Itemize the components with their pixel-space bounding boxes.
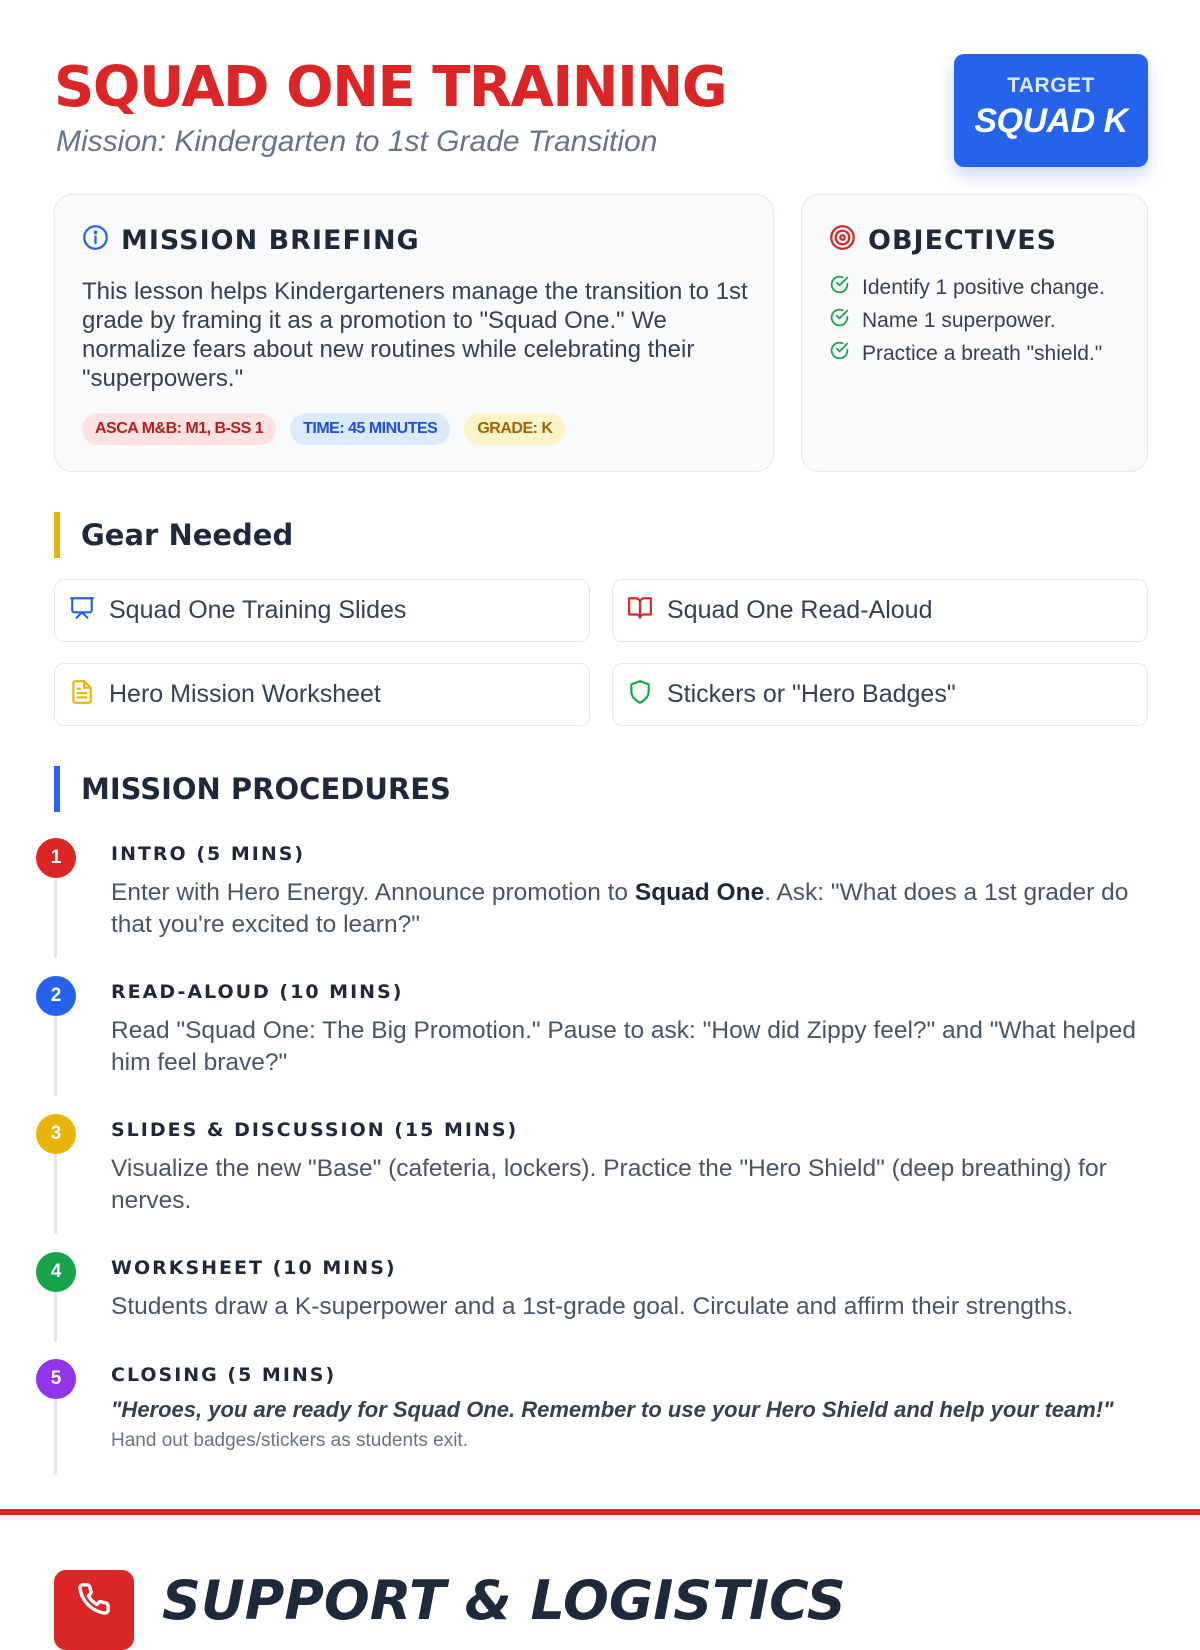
- support-title: SUPPORT & LOGISTICS: [162, 1569, 846, 1632]
- procedure-step: [36, 1252, 1148, 1359]
- document-icon: [69, 679, 95, 710]
- gear-list: [54, 579, 1148, 726]
- procedures-timeline: [36, 838, 1148, 1479]
- objective-item: [829, 271, 1105, 304]
- procedure-step: [36, 1359, 1148, 1479]
- procedures-section-heading: [54, 766, 451, 812]
- gear-section-heading: [54, 512, 293, 558]
- step-text-emphasis: Squad One: [634, 879, 765, 906]
- presentation-icon: [69, 595, 95, 626]
- support-section-heading: [54, 1570, 846, 1650]
- briefing-title: MISSION BRIEFING: [121, 224, 420, 256]
- check-circle-icon: [829, 340, 850, 367]
- check-circle-icon: [829, 307, 850, 334]
- page-subtitle: Mission: Kindergarten to 1st Grade Transition: [56, 125, 658, 158]
- timeline-connector: [54, 878, 57, 958]
- step-text: Students draw a K-superpower and a 1st-grade goal. Circulate and affirm their strengths.: [111, 1293, 1074, 1320]
- objective-text: Name 1 superpower.: [862, 308, 1056, 332]
- step-text-part: Enter with Hero Energy. Announce promotion to: [111, 879, 635, 906]
- mission-briefing-card: [54, 194, 774, 472]
- step-title: CLOSING (5 MINS): [111, 1364, 337, 1386]
- phone-icon: [54, 1570, 134, 1650]
- timeline-connector: [54, 1292, 57, 1342]
- step-text: Read "Squad One: The Big Promotion." Pause to ask: "How did Zippy feel?" and "What helped him feel brave?": [111, 1017, 1136, 1076]
- step-number: 4: [36, 1252, 76, 1292]
- target-value: SQUAD K: [974, 102, 1128, 140]
- step-title: WORKSHEET (10 MINS): [111, 1257, 397, 1279]
- book-open-icon: [627, 595, 653, 626]
- timeline-connector: [54, 1154, 57, 1234]
- gear-label: Squad One Training Slides: [109, 596, 407, 624]
- objectives-title: OBJECTIVES: [868, 224, 1058, 256]
- step-text-part: . Ask: "What does a 1st grader do that you're excited to learn?": [111, 879, 1129, 938]
- time-tag: TIME: 45 MINUTES: [290, 413, 450, 445]
- section-divider: [0, 1509, 1200, 1515]
- info-icon: [82, 224, 109, 256]
- objective-item: [829, 304, 1105, 337]
- briefing-text: This lesson helps Kindergarteners manage the transition to 1st grade by framing it as a promotion to "Squad One." We normalize fears about new routines while celebrating their "superpowers.": [82, 278, 748, 392]
- procedure-step: [36, 1114, 1148, 1252]
- standards-tag: ASCA M&B: M1, B-SS 1: [82, 413, 276, 445]
- gear-item-read-aloud: [612, 579, 1148, 642]
- gear-label: Stickers or "Hero Badges": [667, 680, 956, 708]
- step-text: Visualize the new "Base" (cafeteria, lockers). Practice the "Hero Shield" (deep breathing) for nerves.: [111, 1155, 1107, 1214]
- page-header: [54, 54, 1148, 174]
- section-accent-bar: [54, 766, 60, 812]
- closing-quote: "Heroes, you are ready for Squad One. Remember to use your Hero Shield and help your team!": [111, 1397, 1114, 1422]
- gear-label: Squad One Read-Aloud: [667, 596, 933, 624]
- gear-item-badges: [612, 663, 1148, 726]
- target-icon: [829, 224, 856, 256]
- objectives-heading: [829, 224, 1057, 256]
- procedure-step: [36, 838, 1148, 976]
- shield-icon: [627, 679, 653, 710]
- step-number: 2: [36, 976, 76, 1016]
- briefing-heading: [82, 224, 420, 256]
- procedures-title: MISSION PROCEDURES: [81, 772, 451, 806]
- objective-text: Practice a breath "shield.": [862, 341, 1103, 365]
- procedure-step: [36, 976, 1148, 1114]
- grade-tag: GRADE: K: [464, 413, 565, 445]
- gear-item-slides: [54, 579, 590, 642]
- objective-text: Identify 1 positive change.: [862, 275, 1105, 299]
- objective-item: [829, 337, 1105, 370]
- section-accent-bar: [54, 512, 60, 558]
- objectives-list: [829, 271, 1105, 370]
- step-number: 3: [36, 1114, 76, 1154]
- check-circle-icon: [829, 274, 850, 301]
- briefing-tags: [82, 413, 565, 445]
- objectives-card: [801, 194, 1148, 472]
- gear-title: Gear Needed: [81, 518, 294, 552]
- step-text: [111, 877, 1148, 941]
- gear-item-worksheet: [54, 663, 590, 726]
- target-label: TARGET: [1007, 74, 1095, 97]
- step-title: READ-ALOUD (10 MINS): [111, 981, 404, 1003]
- closing-note: Hand out badges/stickers as students exit.: [111, 1430, 468, 1451]
- timeline-connector: [54, 1016, 57, 1096]
- step-number: 1: [36, 838, 76, 878]
- step-number: 5: [36, 1359, 76, 1399]
- target-badge: [954, 54, 1148, 167]
- page-title: SQUAD ONE TRAINING: [54, 55, 727, 120]
- timeline-connector: [54, 1399, 57, 1475]
- step-title: INTRO (5 MINS): [111, 843, 306, 865]
- step-title: SLIDES & DISCUSSION (15 MINS): [111, 1119, 519, 1141]
- gear-label: Hero Mission Worksheet: [109, 680, 381, 708]
